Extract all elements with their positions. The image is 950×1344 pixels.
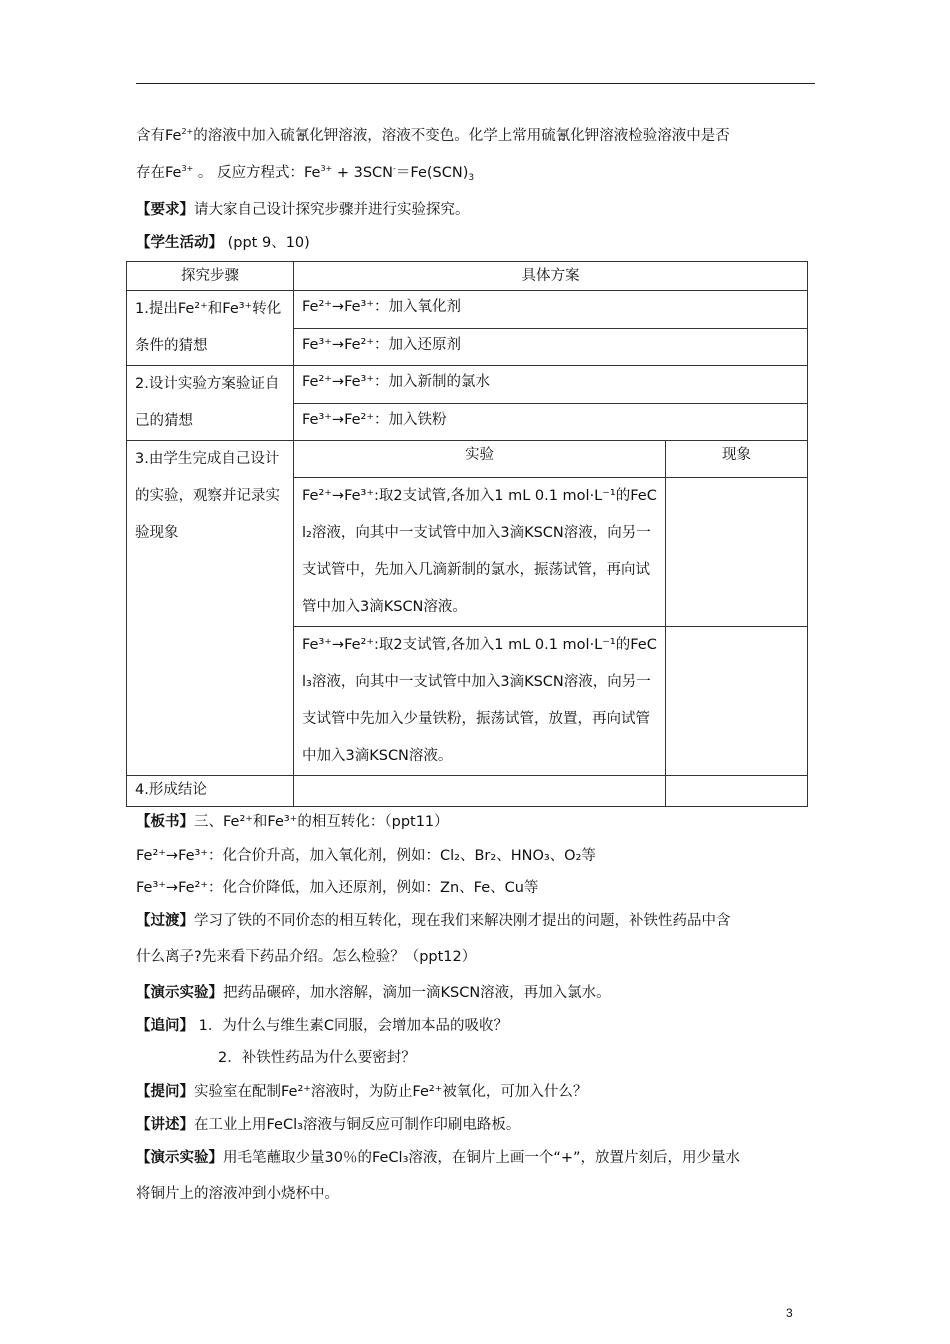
header-plan: 具体方案 (294, 262, 808, 291)
header-rule (136, 83, 815, 84)
board-line-1: Fe²⁺→Fe³⁺：化合价升高，加入氧化剂，例如：Cl₂、Br₂、HNO₃、O₂等 (136, 848, 596, 864)
transition-line-1: 【过渡】学习了铁的不同价态的相互转化，现在我们来解决刚才提出的问题，补铁性药品中含 (136, 913, 731, 929)
intro-line-1: 含有$Fe^{2+}$的溶液中加入硫氰化钾溶液，溶液不变色。化学上常用硫氰化钾溶液检验溶液中是否 (136, 127, 730, 144)
step-1: 1.提出Fe²⁺和Fe³⁺转化条件的猜想 (127, 291, 294, 366)
question: 【提问】实验室在配制Fe²⁺溶液时，为防止Fe²⁺被氧化，可加入什么？ (136, 1084, 588, 1100)
step-1-plan-a: Fe²⁺→Fe³⁺：加入氧化剂 (294, 291, 808, 329)
demo-experiment-2-line-1: 【演示实验】用毛笔蘸取少量30％的FeCl₃溶液，在铜片上画一个“+”，放置片刻后，用少量水 (136, 1150, 741, 1166)
experiment-table (126, 261, 808, 807)
step-2: 2.设计实验方案验证自己的猜想 (127, 366, 294, 441)
requirement: 【要求】请大家自己设计探究步骤并进行实验探究。 (136, 202, 470, 218)
conclusion-cell (294, 776, 666, 807)
followup-q2: 2．补铁性药品为什么要密封？ (218, 1050, 416, 1066)
board-line-2: Fe³⁺→Fe²⁺：化合价降低，加入还原剂，例如：Zn、Fe、Cu等 (136, 880, 539, 896)
demo-experiment-1: 【演示实验】把药品碾碎，加水溶解，滴加一滴KSCN溶液，再加入氯水。 (136, 985, 611, 1001)
header-steps: 探究步骤 (127, 262, 294, 291)
step-2-plan-a: Fe²⁺→Fe³⁺：加入新制的氯水 (294, 366, 808, 404)
phenomenon-2 (666, 627, 808, 776)
student-activity: 【学生活动】 (ppt 9、10) (136, 235, 310, 251)
step-3: 3.由学生完成自己设计的实验，观察并记录实验现象 (127, 441, 294, 776)
step-2-plan-b: Fe³⁺→Fe²⁺：加入铁粉 (294, 403, 808, 441)
page-number: 3 (786, 1306, 793, 1320)
lecture: 【讲述】在工业上用FeCl₃溶液与铜反应可制作印刷电路板。 (136, 1117, 521, 1133)
sub-header-phenomenon: 现象 (666, 441, 808, 478)
experiment-1: Fe²⁺→Fe³⁺:取2支试管,各加入1 mL 0.1 mol·L⁻¹的FeCl₂溶液，向其中一支试管中加入3滴KSCN溶液，向另一支试管中，先加入几滴新制的氯水，振荡试管，再向试管中加入3滴KSCN溶液。 (294, 478, 666, 627)
transition-line-2: 什么离子?先来看下药品介绍。怎么检验？（ppt12） (136, 949, 477, 965)
board-heading: 【板书】三、Fe²⁺和Fe³⁺的相互转化：（ppt11） (136, 814, 449, 830)
demo-experiment-2-line-2: 将铜片上的溶液冲到小烧杯中。 (136, 1186, 339, 1202)
experiment-2: Fe³⁺→Fe²⁺:取2支试管,各加入1 mL 0.1 mol·L⁻¹的FeCl₃溶液，向其中一支试管中加入3滴KSCN溶液，向另一支试管中先加入少量铁粉，振荡试管，放置，再向试管中加入3滴KSCN溶液。 (294, 627, 666, 776)
intro-line-2: 存在$Fe^{3+}$ 。 反应方程式：$Fe^{3+} + 3SCN^-=Fe(SCN)_3$ (136, 164, 475, 183)
conclusion-phenomenon-cell (666, 776, 808, 807)
phenomenon-1 (666, 478, 808, 627)
sub-header-experiment: 实验 (294, 441, 666, 478)
step-4: 4.形成结论 (127, 776, 294, 807)
followup-q1: 【追问】 1．为什么与维生素C同服，会增加本品的吸收？ (136, 1018, 508, 1034)
step-1-plan-b: Fe³⁺→Fe²⁺：加入还原剂 (294, 328, 808, 366)
